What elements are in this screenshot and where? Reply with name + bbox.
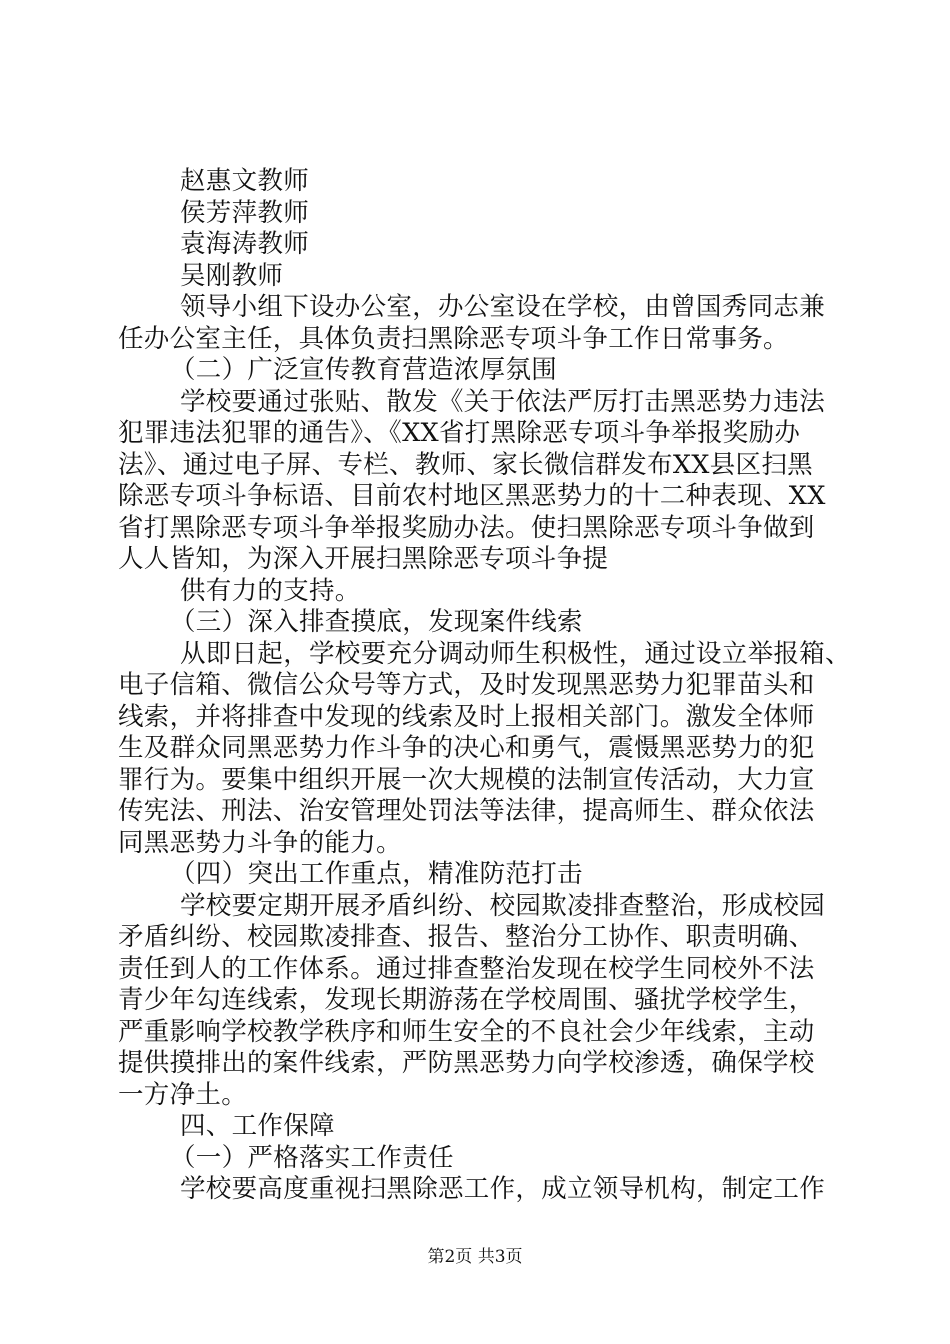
text-line: 传宪法、刑法、治安管理处罚法等法律，提高师生、群众依法 [118, 796, 815, 826]
text-line: 学校要高度重视扫黑除恶工作，成立领导机构，制定工作 [180, 1174, 826, 1204]
text-line: 赵惠文教师 [180, 166, 310, 196]
text-line: 责任到人的工作体系。通过排查整治发现在校学生同校外不法 [118, 953, 815, 984]
text-line: 袁海涛教师 [180, 229, 310, 259]
text-line: 青少年勾连线索，发现长期游荡在学校周围、骚扰学校学生， [118, 985, 815, 1015]
text-line: 从即日起，学校要充分调动师生积极性，通过设立举报箱、 [180, 638, 851, 669]
text-line: 法》、通过电子屏、专栏、教师、家长微信群发布XX县区扫黑 [118, 449, 813, 480]
text-line: 学校要通过张贴、散发《关于依法严厉打击黑恶势力违法 [180, 386, 826, 417]
text-line: 省打黑除恶专项斗争举报奖励办法。使扫黑除恶专项斗争做到 [118, 512, 815, 543]
text-line: 电子信箱、微信公众号等方式，及时发现黑恶势力犯罪苗头和 [118, 670, 815, 700]
text-line: （四）突出工作重点，精准防范打击 [170, 859, 583, 889]
text-line: 一方净土。 [118, 1079, 248, 1110]
text-line: 矛盾纠纷、校园欺凌排查、报告、整治分工协作、职责明确、 [118, 922, 815, 952]
text-line: 供有力的支持。 [180, 575, 361, 606]
text-line: 吴刚教师 [180, 260, 284, 291]
text-line: 生及群众同黑恶势力作斗争的决心和勇气，震慑黑恶势力的犯 [118, 733, 815, 763]
text-line: 犯罪违法犯罪的通告》、《XX省打黑除恶专项斗争举报奖励办 [118, 418, 801, 448]
text-line: 严重影响学校教学秩序和师生安全的不良社会少年线索，主动 [118, 1016, 815, 1047]
text-line: 线索，并将排查中发现的线索及时上报相关部门。激发全体师 [118, 701, 815, 732]
page-footer: 第2页 共3页 [427, 1247, 523, 1267]
text-line: 提供摸排出的案件线索，严防黑恶势力向学校渗透，确保学校 [118, 1048, 815, 1078]
text-line: 同黑恶势力斗争的能力。 [118, 827, 402, 858]
text-line: （三）深入排查摸底，发现案件线索 [170, 607, 583, 637]
text-line: （一）严格落实工作责任 [170, 1142, 454, 1173]
text-line: 任办公室主任，具体负责扫黑除恶专项斗争工作日常事务。 [118, 323, 789, 354]
text-line: （二）广泛宣传教育营造浓厚氛围 [170, 355, 558, 385]
text-line: 侯芳萍教师 [180, 197, 310, 228]
text-line: 人人皆知，为深入开展扫黑除恶专项斗争提 [118, 544, 609, 574]
text-line: 学校要定期开展矛盾纠纷、校园欺凌排查整治，形成校园 [180, 890, 826, 921]
text-line: 四、工作保障 [180, 1111, 335, 1141]
text-line: 除恶专项斗争标语、目前农村地区黑恶势力的十二种表现、XX [118, 481, 826, 511]
text-line: 罪行为。要集中组织开展一次大规模的法制宣传活动，大力宣 [118, 764, 815, 795]
text-line: 领导小组下设办公室，办公室设在学校，由曾国秀同志兼 [180, 292, 826, 322]
document-body [118, 166, 851, 1206]
